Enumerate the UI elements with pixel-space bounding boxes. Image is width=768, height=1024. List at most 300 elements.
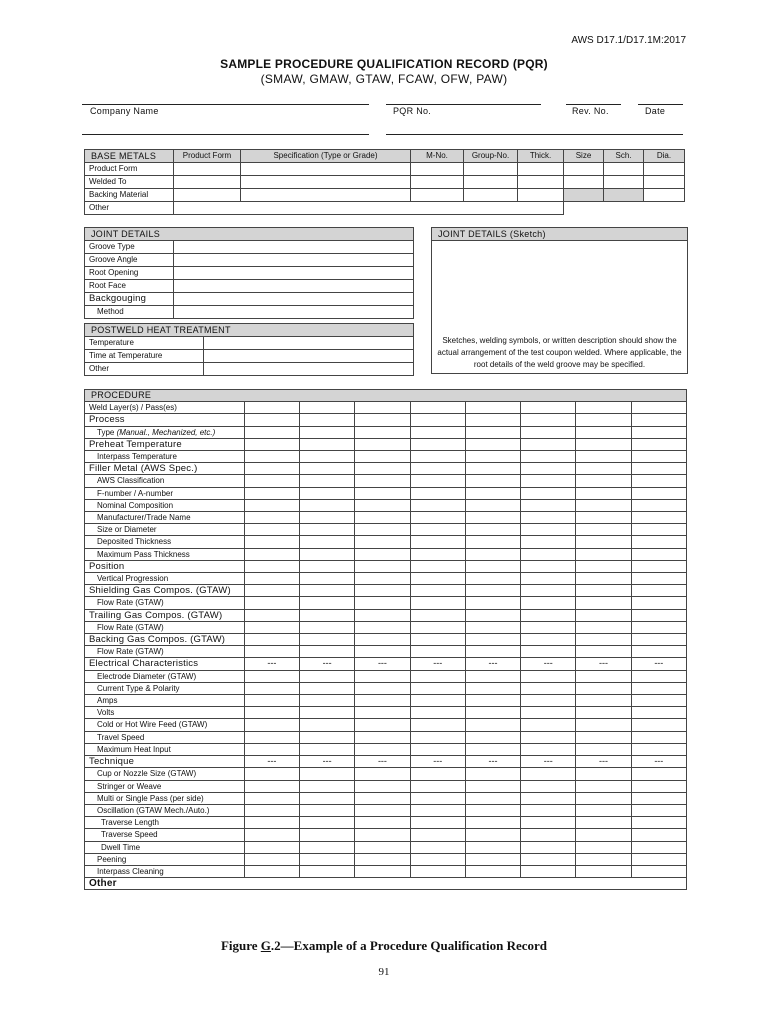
cell[interactable] [521, 560, 576, 572]
date-field[interactable] [638, 104, 683, 105]
cell[interactable] [576, 487, 631, 499]
cell[interactable] [631, 475, 686, 487]
cell[interactable] [631, 792, 686, 804]
cell[interactable] [244, 451, 299, 463]
cell[interactable] [631, 402, 686, 414]
cell[interactable] [300, 499, 355, 511]
cell[interactable] [355, 597, 410, 609]
cell[interactable] [521, 731, 576, 743]
cell[interactable] [631, 670, 686, 682]
cell[interactable] [300, 609, 355, 621]
cell[interactable] [244, 414, 299, 426]
cell[interactable] [300, 743, 355, 755]
cell[interactable] [521, 804, 576, 816]
cell[interactable] [564, 163, 604, 176]
cell[interactable] [518, 176, 564, 189]
cell[interactable] [465, 768, 520, 780]
cell[interactable] [244, 597, 299, 609]
cell[interactable] [244, 707, 299, 719]
cell[interactable] [465, 792, 520, 804]
cell[interactable] [174, 280, 414, 293]
cell[interactable] [410, 804, 465, 816]
cell[interactable] [241, 189, 411, 202]
cell[interactable] [644, 189, 685, 202]
cell[interactable] [521, 597, 576, 609]
cell[interactable] [576, 768, 631, 780]
cell[interactable] [576, 743, 631, 755]
cell[interactable] [355, 536, 410, 548]
cell[interactable] [576, 865, 631, 877]
cell[interactable] [410, 463, 465, 475]
cell[interactable] [521, 768, 576, 780]
cell[interactable] [244, 743, 299, 755]
cell[interactable] [521, 695, 576, 707]
cell[interactable] [465, 646, 520, 658]
cell[interactable] [521, 414, 576, 426]
cell[interactable] [244, 719, 299, 731]
cell[interactable] [355, 792, 410, 804]
cell[interactable] [174, 189, 241, 202]
cell[interactable] [410, 414, 465, 426]
cell[interactable] [300, 621, 355, 633]
cell[interactable] [631, 451, 686, 463]
cell[interactable] [411, 189, 464, 202]
cell[interactable] [355, 463, 410, 475]
cell[interactable] [244, 634, 299, 646]
cell[interactable] [410, 487, 465, 499]
cell[interactable] [631, 463, 686, 475]
cell[interactable] [300, 536, 355, 548]
cell[interactable] [631, 768, 686, 780]
cell[interactable] [244, 646, 299, 658]
cell[interactable] [355, 670, 410, 682]
cell[interactable] [465, 841, 520, 853]
cell[interactable] [576, 499, 631, 511]
cell[interactable] [241, 176, 411, 189]
cell[interactable] [300, 475, 355, 487]
cell[interactable] [465, 743, 520, 755]
cell[interactable] [300, 402, 355, 414]
cell[interactable] [631, 682, 686, 694]
cell[interactable] [576, 817, 631, 829]
cell[interactable] [564, 176, 604, 189]
cell[interactable] [464, 176, 518, 189]
cell[interactable] [464, 163, 518, 176]
cell[interactable] [631, 573, 686, 585]
cell[interactable] [465, 707, 520, 719]
cell[interactable] [204, 337, 414, 350]
cell[interactable] [244, 841, 299, 853]
cell[interactable] [244, 695, 299, 707]
cell[interactable] [631, 560, 686, 572]
cell[interactable] [631, 817, 686, 829]
cell[interactable] [576, 829, 631, 841]
cell[interactable] [355, 865, 410, 877]
cell[interactable] [518, 163, 564, 176]
pqr-line2[interactable] [386, 134, 683, 135]
cell[interactable] [174, 163, 241, 176]
cell[interactable] [174, 293, 414, 306]
cell[interactable] [465, 853, 520, 865]
cell[interactable] [631, 804, 686, 816]
cell[interactable] [465, 487, 520, 499]
cell[interactable] [244, 609, 299, 621]
cell[interactable] [410, 695, 465, 707]
cell[interactable] [355, 487, 410, 499]
cell[interactable] [631, 695, 686, 707]
cell[interactable] [300, 487, 355, 499]
cell[interactable] [355, 560, 410, 572]
cell[interactable] [410, 475, 465, 487]
rev-no-field[interactable] [566, 104, 621, 105]
cell[interactable] [576, 438, 631, 450]
cell[interactable] [576, 585, 631, 597]
cell[interactable] [604, 163, 644, 176]
cell[interactable] [300, 451, 355, 463]
cell[interactable] [300, 853, 355, 865]
cell[interactable] [355, 682, 410, 694]
cell[interactable] [521, 670, 576, 682]
cell[interactable] [355, 780, 410, 792]
cell[interactable] [300, 780, 355, 792]
cell[interactable] [300, 524, 355, 536]
cell[interactable] [300, 573, 355, 585]
cell[interactable] [465, 817, 520, 829]
cell[interactable] [410, 707, 465, 719]
cell[interactable] [631, 646, 686, 658]
cell[interactable] [465, 719, 520, 731]
cell[interactable] [244, 585, 299, 597]
cell[interactable] [521, 487, 576, 499]
cell[interactable] [355, 499, 410, 511]
cell[interactable] [576, 853, 631, 865]
cell[interactable] [244, 865, 299, 877]
cell[interactable] [355, 585, 410, 597]
cell[interactable] [631, 524, 686, 536]
cell[interactable] [576, 573, 631, 585]
cell[interactable] [631, 853, 686, 865]
cell[interactable] [174, 254, 414, 267]
cell[interactable] [576, 597, 631, 609]
cell[interactable] [355, 804, 410, 816]
pqr-no-field[interactable] [386, 104, 541, 105]
cell[interactable] [521, 438, 576, 450]
cell[interactable] [465, 414, 520, 426]
cell[interactable] [204, 350, 414, 363]
cell[interactable] [465, 804, 520, 816]
cell[interactable] [355, 743, 410, 755]
cell[interactable] [521, 829, 576, 841]
cell[interactable] [465, 536, 520, 548]
cell[interactable] [576, 695, 631, 707]
cell[interactable] [465, 438, 520, 450]
cell[interactable] [631, 414, 686, 426]
company-name-field[interactable] [82, 104, 369, 105]
cell[interactable] [631, 512, 686, 524]
cell[interactable] [521, 743, 576, 755]
cell[interactable] [521, 548, 576, 560]
cell[interactable] [604, 176, 644, 189]
cell[interactable] [576, 463, 631, 475]
cell[interactable] [410, 438, 465, 450]
cell[interactable] [521, 646, 576, 658]
cell[interactable] [300, 548, 355, 560]
cell[interactable] [465, 463, 520, 475]
cell[interactable] [576, 670, 631, 682]
cell[interactable] [204, 363, 414, 376]
cell[interactable] [355, 829, 410, 841]
cell[interactable] [576, 634, 631, 646]
cell[interactable] [244, 621, 299, 633]
cell[interactable] [355, 609, 410, 621]
cell[interactable] [410, 731, 465, 743]
cell[interactable] [576, 560, 631, 572]
cell[interactable] [631, 487, 686, 499]
cell[interactable] [410, 451, 465, 463]
cell[interactable] [521, 865, 576, 877]
cell[interactable] [300, 597, 355, 609]
cell[interactable] [355, 841, 410, 853]
cell[interactable] [576, 536, 631, 548]
cell[interactable] [631, 499, 686, 511]
cell[interactable] [355, 426, 410, 438]
cell[interactable] [410, 743, 465, 755]
cell[interactable] [465, 573, 520, 585]
cell[interactable] [355, 621, 410, 633]
cell[interactable] [464, 189, 518, 202]
cell[interactable] [521, 536, 576, 548]
cell[interactable] [521, 853, 576, 865]
cell[interactable] [631, 536, 686, 548]
cell[interactable] [244, 792, 299, 804]
cell[interactable] [465, 695, 520, 707]
cell[interactable] [521, 524, 576, 536]
cell[interactable] [300, 414, 355, 426]
cell[interactable] [244, 853, 299, 865]
cell[interactable] [576, 426, 631, 438]
cell[interactable] [521, 707, 576, 719]
cell[interactable] [300, 695, 355, 707]
cell[interactable] [241, 163, 411, 176]
cell[interactable] [355, 768, 410, 780]
cell[interactable] [631, 707, 686, 719]
cell[interactable] [576, 792, 631, 804]
cell[interactable] [244, 487, 299, 499]
cell[interactable] [410, 768, 465, 780]
cell[interactable] [576, 609, 631, 621]
cell[interactable] [355, 695, 410, 707]
cell[interactable] [576, 475, 631, 487]
cell[interactable] [355, 853, 410, 865]
cell[interactable] [244, 463, 299, 475]
cell[interactable] [521, 585, 576, 597]
cell[interactable] [174, 306, 414, 319]
cell[interactable] [355, 402, 410, 414]
cell[interactable] [576, 841, 631, 853]
cell[interactable] [244, 573, 299, 585]
cell[interactable] [521, 682, 576, 694]
cell[interactable] [576, 646, 631, 658]
cell[interactable] [244, 780, 299, 792]
cell[interactable] [410, 646, 465, 658]
cell[interactable] [410, 621, 465, 633]
cell[interactable] [410, 719, 465, 731]
cell[interactable] [518, 189, 564, 202]
cell[interactable] [410, 829, 465, 841]
cell[interactable] [300, 560, 355, 572]
cell[interactable] [300, 768, 355, 780]
cell[interactable] [174, 241, 414, 254]
cell[interactable] [244, 536, 299, 548]
cell[interactable] [465, 621, 520, 633]
cell[interactable] [576, 621, 631, 633]
cell[interactable] [410, 670, 465, 682]
cell[interactable] [576, 719, 631, 731]
cell[interactable] [631, 621, 686, 633]
cell[interactable] [465, 426, 520, 438]
cell[interactable] [410, 512, 465, 524]
cell[interactable] [300, 438, 355, 450]
cell[interactable] [300, 512, 355, 524]
cell[interactable] [644, 163, 685, 176]
cell[interactable] [465, 634, 520, 646]
cell[interactable] [244, 402, 299, 414]
cell[interactable] [410, 548, 465, 560]
cell[interactable] [355, 646, 410, 658]
cell[interactable] [465, 475, 520, 487]
cell[interactable] [355, 548, 410, 560]
cell[interactable] [465, 585, 520, 597]
cell[interactable] [410, 573, 465, 585]
company-name-line2[interactable] [82, 134, 369, 135]
cell[interactable] [300, 670, 355, 682]
cell[interactable] [355, 731, 410, 743]
cell[interactable] [521, 499, 576, 511]
cell[interactable] [631, 829, 686, 841]
cell[interactable] [631, 585, 686, 597]
cell[interactable] [465, 670, 520, 682]
cell[interactable] [300, 707, 355, 719]
cell[interactable] [410, 585, 465, 597]
cell[interactable] [300, 719, 355, 731]
cell[interactable] [300, 841, 355, 853]
cell[interactable] [410, 634, 465, 646]
cell[interactable] [355, 707, 410, 719]
cell[interactable] [355, 817, 410, 829]
cell[interactable] [244, 512, 299, 524]
cell[interactable] [521, 475, 576, 487]
cell[interactable] [410, 560, 465, 572]
cell[interactable] [521, 573, 576, 585]
cell[interactable] [465, 402, 520, 414]
cell[interactable] [576, 451, 631, 463]
cell[interactable] [355, 414, 410, 426]
cell[interactable] [576, 414, 631, 426]
cell[interactable] [300, 829, 355, 841]
cell[interactable] [410, 536, 465, 548]
cell[interactable] [631, 719, 686, 731]
cell[interactable] [410, 609, 465, 621]
cell[interactable] [521, 719, 576, 731]
cell[interactable] [576, 804, 631, 816]
cell[interactable] [465, 682, 520, 694]
cell[interactable] [465, 865, 520, 877]
cell[interactable] [521, 512, 576, 524]
cell[interactable] [410, 499, 465, 511]
cell[interactable] [410, 402, 465, 414]
cell[interactable] [355, 719, 410, 731]
joint-sketch-box[interactable] [431, 227, 688, 374]
cell[interactable] [410, 817, 465, 829]
cell[interactable] [644, 176, 685, 189]
cell[interactable] [410, 853, 465, 865]
cell[interactable] [410, 597, 465, 609]
cell[interactable] [355, 524, 410, 536]
cell[interactable] [576, 402, 631, 414]
cell[interactable] [521, 780, 576, 792]
cell[interactable] [410, 841, 465, 853]
cell[interactable] [465, 524, 520, 536]
cell[interactable] [631, 743, 686, 755]
cell[interactable] [300, 731, 355, 743]
cell[interactable] [244, 768, 299, 780]
cell[interactable] [411, 176, 464, 189]
cell[interactable] [576, 731, 631, 743]
cell[interactable] [576, 512, 631, 524]
cell[interactable] [521, 426, 576, 438]
cell[interactable] [300, 682, 355, 694]
cell[interactable] [465, 609, 520, 621]
cell[interactable] [244, 560, 299, 572]
cell[interactable] [244, 426, 299, 438]
cell[interactable] [465, 451, 520, 463]
cell[interactable] [465, 512, 520, 524]
cell[interactable] [355, 634, 410, 646]
cell[interactable] [300, 865, 355, 877]
cell[interactable] [521, 817, 576, 829]
cell[interactable] [411, 163, 464, 176]
cell[interactable] [465, 597, 520, 609]
cell[interactable] [410, 426, 465, 438]
cell[interactable] [174, 176, 241, 189]
cell[interactable] [410, 682, 465, 694]
cell[interactable] [355, 451, 410, 463]
cell[interactable] [300, 426, 355, 438]
cell[interactable] [174, 267, 414, 280]
cell[interactable] [410, 780, 465, 792]
cell[interactable] [631, 597, 686, 609]
cell[interactable] [300, 646, 355, 658]
cell[interactable] [300, 792, 355, 804]
cell[interactable] [465, 829, 520, 841]
cell[interactable] [465, 780, 520, 792]
cell[interactable] [521, 609, 576, 621]
cell[interactable] [244, 524, 299, 536]
cell[interactable] [465, 499, 520, 511]
cell[interactable] [576, 548, 631, 560]
cell[interactable] [521, 463, 576, 475]
cell[interactable] [300, 634, 355, 646]
cell[interactable] [410, 524, 465, 536]
cell[interactable] [355, 512, 410, 524]
cell[interactable] [521, 402, 576, 414]
cell[interactable] [576, 780, 631, 792]
cell[interactable] [521, 792, 576, 804]
cell[interactable] [521, 841, 576, 853]
cell[interactable] [244, 438, 299, 450]
cell[interactable] [631, 634, 686, 646]
cell[interactable] [521, 451, 576, 463]
